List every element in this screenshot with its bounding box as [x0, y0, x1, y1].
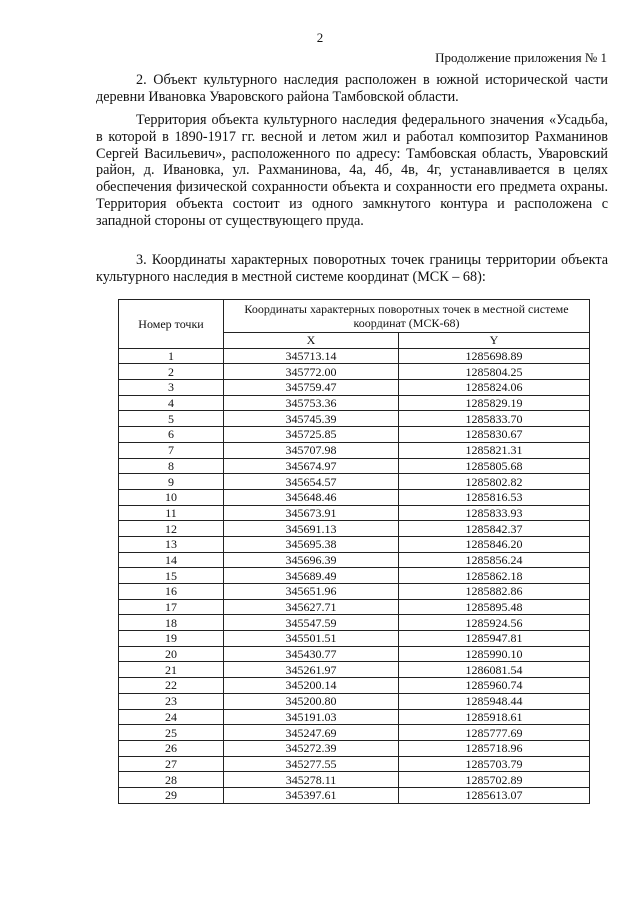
table-row	[119, 678, 590, 694]
point-number-cell: 1	[119, 348, 224, 364]
point-number-cell: 10	[119, 489, 224, 505]
y-coordinate-cell: 1285856.24	[399, 552, 590, 568]
point-number-cell: 15	[119, 568, 224, 584]
y-coordinate-cell: 1285824.06	[399, 380, 590, 396]
x-coordinate-cell: 345673.91	[224, 505, 399, 521]
x-coordinate-cell: 345547.59	[224, 615, 399, 631]
x-coordinate-cell: 345691.13	[224, 521, 399, 537]
coordinates-table-body	[119, 348, 590, 803]
y-coordinate-cell: 1285821.31	[399, 442, 590, 458]
table-row	[119, 599, 590, 615]
table-row	[119, 646, 590, 662]
column-header-x: X	[224, 333, 399, 349]
point-number-cell: 16	[119, 584, 224, 600]
table-row	[119, 521, 590, 537]
y-coordinate-cell: 1285918.61	[399, 709, 590, 725]
table-row	[119, 772, 590, 788]
column-header-point-number: Номер точки	[119, 300, 224, 349]
paragraph-location: 2. Объект культурного наследия расположен в южной исторической части деревни Ивановка Уваровского района Тамбовской области.	[96, 72, 608, 105]
point-number-cell: 5	[119, 411, 224, 427]
coordinates-table	[118, 299, 590, 804]
x-coordinate-cell: 345277.55	[224, 756, 399, 772]
y-coordinate-cell: 1285702.89	[399, 772, 590, 788]
point-number-cell: 29	[119, 787, 224, 803]
column-header-coordinates: Координаты характерных поворотных точек в местной системе координат (МСК-68)	[224, 300, 590, 333]
table-row	[119, 536, 590, 552]
table-row	[119, 568, 590, 584]
table-row	[119, 395, 590, 411]
point-number-cell: 13	[119, 536, 224, 552]
table-row	[119, 584, 590, 600]
point-number-cell: 22	[119, 678, 224, 694]
x-coordinate-cell: 345674.97	[224, 458, 399, 474]
y-coordinate-cell: 1285947.81	[399, 631, 590, 647]
y-coordinate-cell: 1285718.96	[399, 740, 590, 756]
point-number-cell: 3	[119, 380, 224, 396]
point-number-cell: 11	[119, 505, 224, 521]
y-coordinate-cell: 1285805.68	[399, 458, 590, 474]
x-coordinate-cell: 345648.46	[224, 489, 399, 505]
point-number-cell: 9	[119, 474, 224, 490]
table-row	[119, 787, 590, 803]
y-coordinate-cell: 1285846.20	[399, 536, 590, 552]
page-number: 2	[316, 30, 324, 45]
point-number-cell: 7	[119, 442, 224, 458]
table-row	[119, 662, 590, 678]
y-coordinate-cell: 1285833.93	[399, 505, 590, 521]
x-coordinate-cell: 345713.14	[224, 348, 399, 364]
x-coordinate-cell: 345725.85	[224, 427, 399, 443]
point-number-cell: 8	[119, 458, 224, 474]
column-header-y: Y	[399, 333, 590, 349]
point-number-cell: 19	[119, 631, 224, 647]
table-row	[119, 458, 590, 474]
x-coordinate-cell: 345430.77	[224, 646, 399, 662]
point-number-cell: 26	[119, 740, 224, 756]
x-coordinate-cell: 345651.96	[224, 584, 399, 600]
x-coordinate-cell: 345745.39	[224, 411, 399, 427]
x-coordinate-cell: 345689.49	[224, 568, 399, 584]
point-number-cell: 17	[119, 599, 224, 615]
table-row	[119, 427, 590, 443]
table-row	[119, 348, 590, 364]
y-coordinate-cell: 1285842.37	[399, 521, 590, 537]
table-row	[119, 380, 590, 396]
table-row	[119, 489, 590, 505]
y-coordinate-cell: 1285833.70	[399, 411, 590, 427]
table-row	[119, 615, 590, 631]
y-coordinate-cell: 1285948.44	[399, 693, 590, 709]
x-coordinate-cell: 345397.61	[224, 787, 399, 803]
table-row	[119, 693, 590, 709]
y-coordinate-cell: 1285990.10	[399, 646, 590, 662]
x-coordinate-cell: 345753.36	[224, 395, 399, 411]
paragraph-territory: Территория объекта культурного наследия федерального значения «Усадьба, в которой в 1890-1917 гг. весной и летом жил и работал композитор Рахманинов Сергей Васильевич», расположенного по адресу: Тамбовская область, Уваровский район, д. Ивановка, ул. Рахманинова, 4а, 4б, 4в, 4г, устанавливается в целях обеспечения физической сохранности объекта и сохранности его предмета охраны. Территория объекта состоит из одного замкнутого контура и расположена с западной стороны от существующего пруда.	[96, 112, 608, 229]
x-coordinate-cell: 345772.00	[224, 364, 399, 380]
y-coordinate-cell: 1285816.53	[399, 489, 590, 505]
y-coordinate-cell: 1285830.67	[399, 427, 590, 443]
point-number-cell: 6	[119, 427, 224, 443]
point-number-cell: 4	[119, 395, 224, 411]
y-coordinate-cell: 1285924.56	[399, 615, 590, 631]
x-coordinate-cell: 345654.57	[224, 474, 399, 490]
y-coordinate-cell: 1285802.82	[399, 474, 590, 490]
y-coordinate-cell: 1285960.74	[399, 678, 590, 694]
x-coordinate-cell: 345501.51	[224, 631, 399, 647]
y-coordinate-cell: 1285698.89	[399, 348, 590, 364]
table-row	[119, 552, 590, 568]
table-row	[119, 725, 590, 741]
table-row	[119, 631, 590, 647]
y-coordinate-cell: 1286081.54	[399, 662, 590, 678]
point-number-cell: 12	[119, 521, 224, 537]
point-number-cell: 18	[119, 615, 224, 631]
y-coordinate-cell: 1285777.69	[399, 725, 590, 741]
table-row	[119, 364, 590, 380]
table-row	[119, 411, 590, 427]
point-number-cell: 24	[119, 709, 224, 725]
x-coordinate-cell: 345261.97	[224, 662, 399, 678]
x-coordinate-cell: 345247.69	[224, 725, 399, 741]
x-coordinate-cell: 345695.38	[224, 536, 399, 552]
x-coordinate-cell: 345200.80	[224, 693, 399, 709]
point-number-cell: 2	[119, 364, 224, 380]
table-row	[119, 505, 590, 521]
x-coordinate-cell: 345200.14	[224, 678, 399, 694]
point-number-cell: 23	[119, 693, 224, 709]
x-coordinate-cell: 345707.98	[224, 442, 399, 458]
y-coordinate-cell: 1285895.48	[399, 599, 590, 615]
point-number-cell: 25	[119, 725, 224, 741]
table-row	[119, 442, 590, 458]
x-coordinate-cell: 345278.11	[224, 772, 399, 788]
x-coordinate-cell: 345191.03	[224, 709, 399, 725]
x-coordinate-cell: 345696.39	[224, 552, 399, 568]
y-coordinate-cell: 1285829.19	[399, 395, 590, 411]
paragraph-coordinates-intro: 3. Координаты характерных поворотных точек границы территории объекта культурного наследия в местной системе координат (МСК – 68):	[96, 252, 608, 285]
y-coordinate-cell: 1285882.86	[399, 584, 590, 600]
point-number-cell: 21	[119, 662, 224, 678]
y-coordinate-cell: 1285862.18	[399, 568, 590, 584]
appendix-note: Продолжение приложения № 1	[435, 50, 607, 65]
point-number-cell: 28	[119, 772, 224, 788]
table-row	[119, 740, 590, 756]
point-number-cell: 27	[119, 756, 224, 772]
point-number-cell: 20	[119, 646, 224, 662]
table-row	[119, 474, 590, 490]
y-coordinate-cell: 1285703.79	[399, 756, 590, 772]
y-coordinate-cell: 1285613.07	[399, 787, 590, 803]
x-coordinate-cell: 345627.71	[224, 599, 399, 615]
y-coordinate-cell: 1285804.25	[399, 364, 590, 380]
table-row	[119, 709, 590, 725]
table-row	[119, 756, 590, 772]
point-number-cell: 14	[119, 552, 224, 568]
x-coordinate-cell: 345759.47	[224, 380, 399, 396]
x-coordinate-cell: 345272.39	[224, 740, 399, 756]
